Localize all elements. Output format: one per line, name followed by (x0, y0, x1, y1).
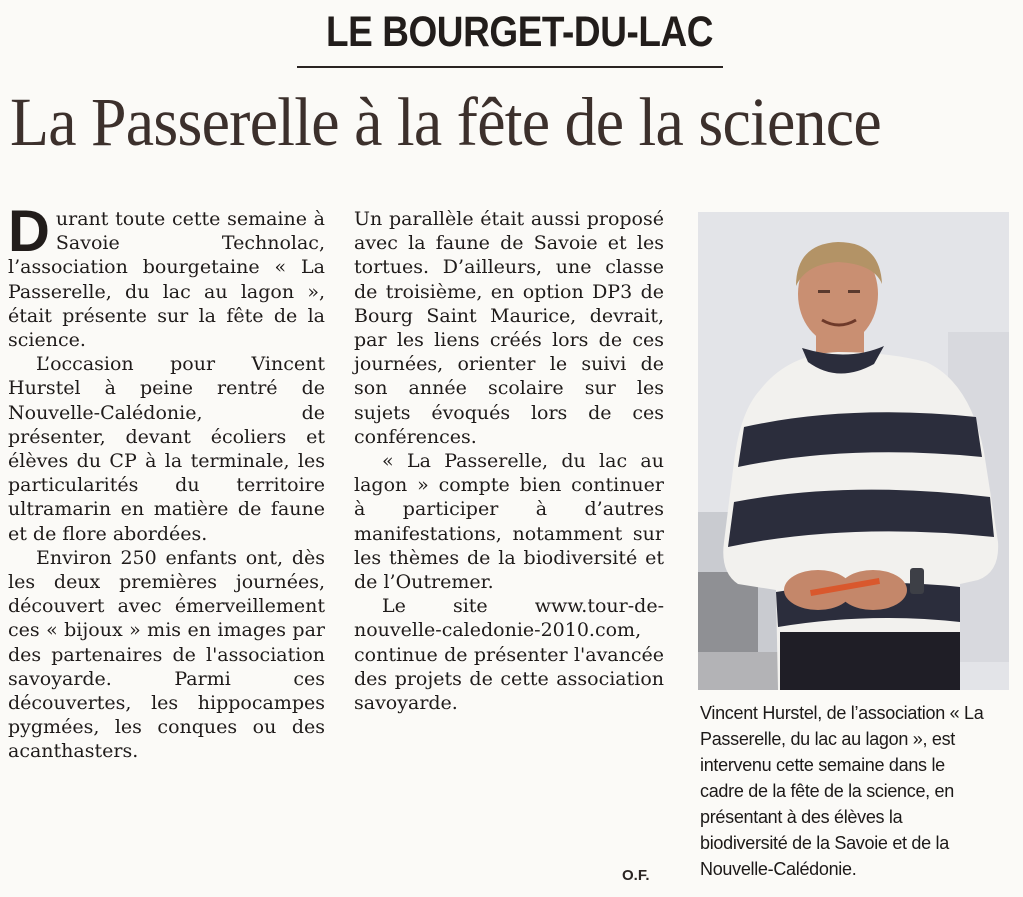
article-column-2 (354, 207, 664, 715)
column2-paragraph-3: Le site www.tour-de-nouvelle-caledonie-2010.com, continue de présenter l'avancée des projets de cette association savoyarde. (354, 595, 664, 715)
column1-paragraph-3: Environ 250 enfants ont, dès les deux premières journées, découvert avec émerveillement ces « bijoux » mis en images par des partenaires de l'association savoyarde. Parmi ces découvertes, les hippocampes pygmées, les conques ou des acanthasters. (8, 546, 325, 763)
kicker-underline (297, 66, 723, 68)
photo-caption: Vincent Hurstel, de l’association « La Passerelle, du lac au lagon », est intervenu cette semaine dans le cadre de la fête de la science, en présentant à des élèves la biodiversité de la Savoie et de la Nouvelle-Calédonie. (700, 703, 984, 879)
column2-paragraph-1: Un parallèle était aussi proposé avec la faune de Savoie et les tortues. D’ailleurs, une classe de troisième, en option DP3 de Bourg Saint Maurice, devrait, par les liens créés lors de ces journées, orienter le suivi de son année scolaire sur les sujets évoqués lors de ces conférences. (354, 208, 664, 448)
column1-paragraph-1-text: urant toute cette semaine à Savoie Technolac, l’association bourgetaine « La Passerelle, du lac au lagon », était présente sur la fête de la science. (8, 208, 325, 352)
author-signature: O.F. (622, 867, 650, 884)
drop-cap: D (8, 199, 50, 264)
column1-paragraph-2: L’occasion pour Vincent Hurstel à peine rentré de Nouvelle-Calédonie, de présenter, devant écoliers et élèves du CP à la terminale, les particularités du territoire ultramarin en matière de faune et de flore abordées. (8, 353, 325, 545)
portrait-illustration (698, 212, 1009, 690)
section-kicker: LE BOURGET-DU-LAC (325, 8, 714, 56)
column2-paragraph-2: « La Passerelle, du lac au lagon » compte bien continuer à participer à d’autres manifestations, notamment sur les thèmes de la biodiversité et de l’Outremer. (354, 450, 664, 594)
column1-paragraph-1 (8, 199, 325, 352)
article-headline: La Passerelle à la fête de la science (10, 84, 881, 160)
article-photo (698, 212, 1009, 690)
article-column-1 (8, 199, 325, 764)
